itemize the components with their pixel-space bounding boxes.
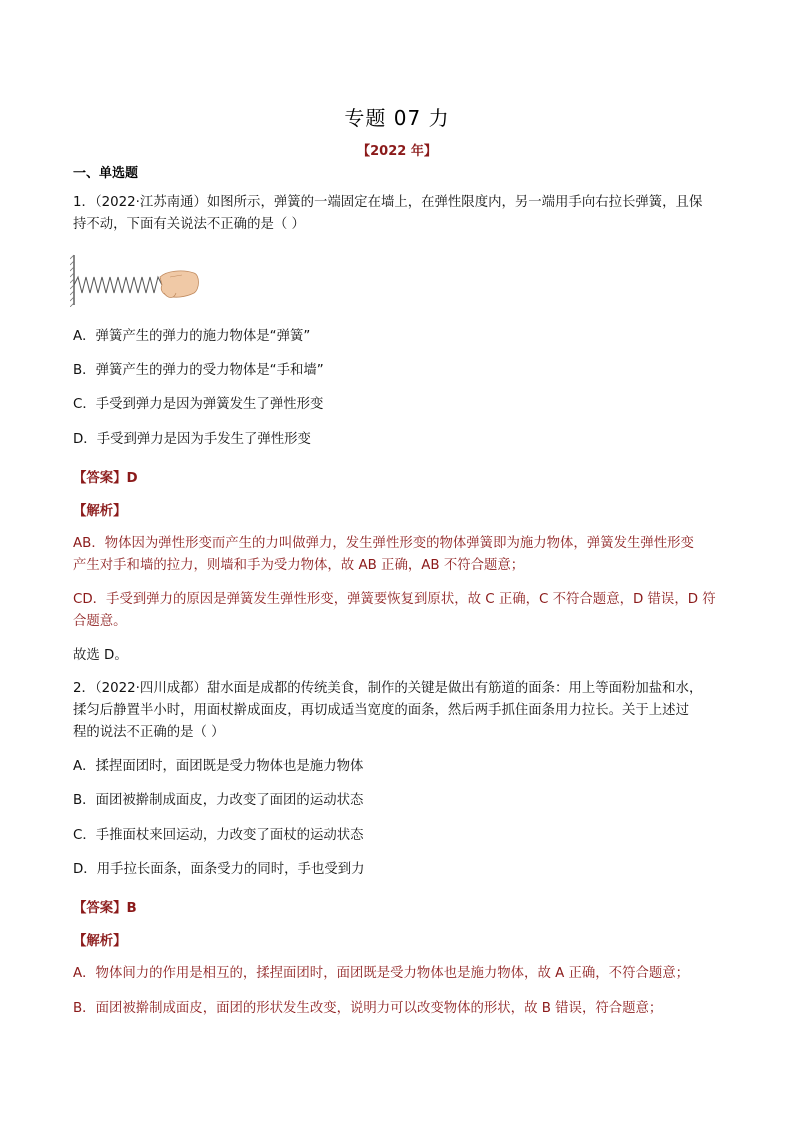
spring-coil (74, 277, 162, 293)
q1-conclusion: 故选 D。 (73, 648, 128, 663)
section-heading: 一、单选题 (73, 166, 139, 181)
year-tag: 【2022 年】 (357, 144, 437, 159)
spring-figure (70, 253, 200, 307)
page-title: 专题 07 力 (344, 106, 450, 130)
q1-analysis-line-3: CD．手受到弹力的原因是弹簧发生弹性形变，弹簧要恢复到原状，故 C 正确，C 不符合题意，D 错误，D 符 (73, 592, 716, 607)
q1-answer: 【答案】D (73, 471, 138, 486)
q1-stem-line-1: 1．（2022·江苏南通）如图所示，弹簧的一端固定在墙上，在弹性限度内，另一端用手向右拉长弹簧，且保 (73, 195, 703, 210)
q2-answer: 【答案】B (73, 901, 137, 916)
hand-icon (160, 271, 199, 298)
q1-option-c: C．手受到弹力是因为弹簧发生了弹性形变 (73, 397, 324, 412)
q2-option-b: B．面团被擀制成面皮，力改变了面团的运动状态 (73, 793, 364, 808)
q2-option-c: C．手推面杖来回运动，力改变了面杖的运动状态 (73, 828, 364, 843)
q1-option-a: A．弹簧产生的弹力的施力物体是“弹簧” (73, 329, 311, 344)
q1-analysis-line-4: 合题意。 (73, 614, 127, 629)
q2-analysis-line-2: B．面团被擀制成面皮，面团的形状发生改变，说明力可以改变物体的形状，故 B 错误，符合题意； (73, 1001, 663, 1016)
q1-analysis-label: 【解析】 (73, 504, 127, 519)
q2-analysis-label: 【解析】 (73, 934, 127, 949)
q1-stem-line-2: 持不动，下面有关说法不正确的是（ ） (73, 217, 305, 232)
q2-stem-line-2: 揉匀后静置半小时，用面杖擀成面皮，再切成适当宽度的面条，然后两手抓住面条用力拉长。关于上述过 (73, 703, 689, 718)
q1-option-b: B．弹簧产生的弹力的受力物体是“手和墙” (73, 363, 324, 378)
q2-analysis-line-1: A．物体间力的作用是相互的，揉捏面团时，面团既是受力物体也是施力物体，故 A 正确，不符合题意； (73, 966, 690, 981)
q2-option-d: D．用手拉长面条，面条受力的同时，手也受到力 (73, 862, 365, 877)
q2-option-a: A．揉捏面团时，面团既是受力物体也是施力物体 (73, 759, 364, 774)
q1-analysis-line-1: AB．物体因为弹性形变而产生的力叫做弹力，发生弹性形变的物体弹簧即为施力物体，弹簧发生弹性形变 (73, 536, 694, 551)
q2-stem-line-1: 2．（2022·四川成都）甜水面是成都的传统美食，制作的关键是做出有筋道的面条：用上等面粉加盐和水， (73, 681, 703, 696)
q1-option-d: D．手受到弹力是因为手发生了弹性形变 (73, 432, 311, 447)
q2-stem-line-3: 程的说法不正确的是（ ） (73, 725, 225, 740)
q1-analysis-line-2: 产生对手和墙的拉力，则墙和手为受力物体，故 AB 正确，AB 不符合题意； (73, 558, 525, 573)
